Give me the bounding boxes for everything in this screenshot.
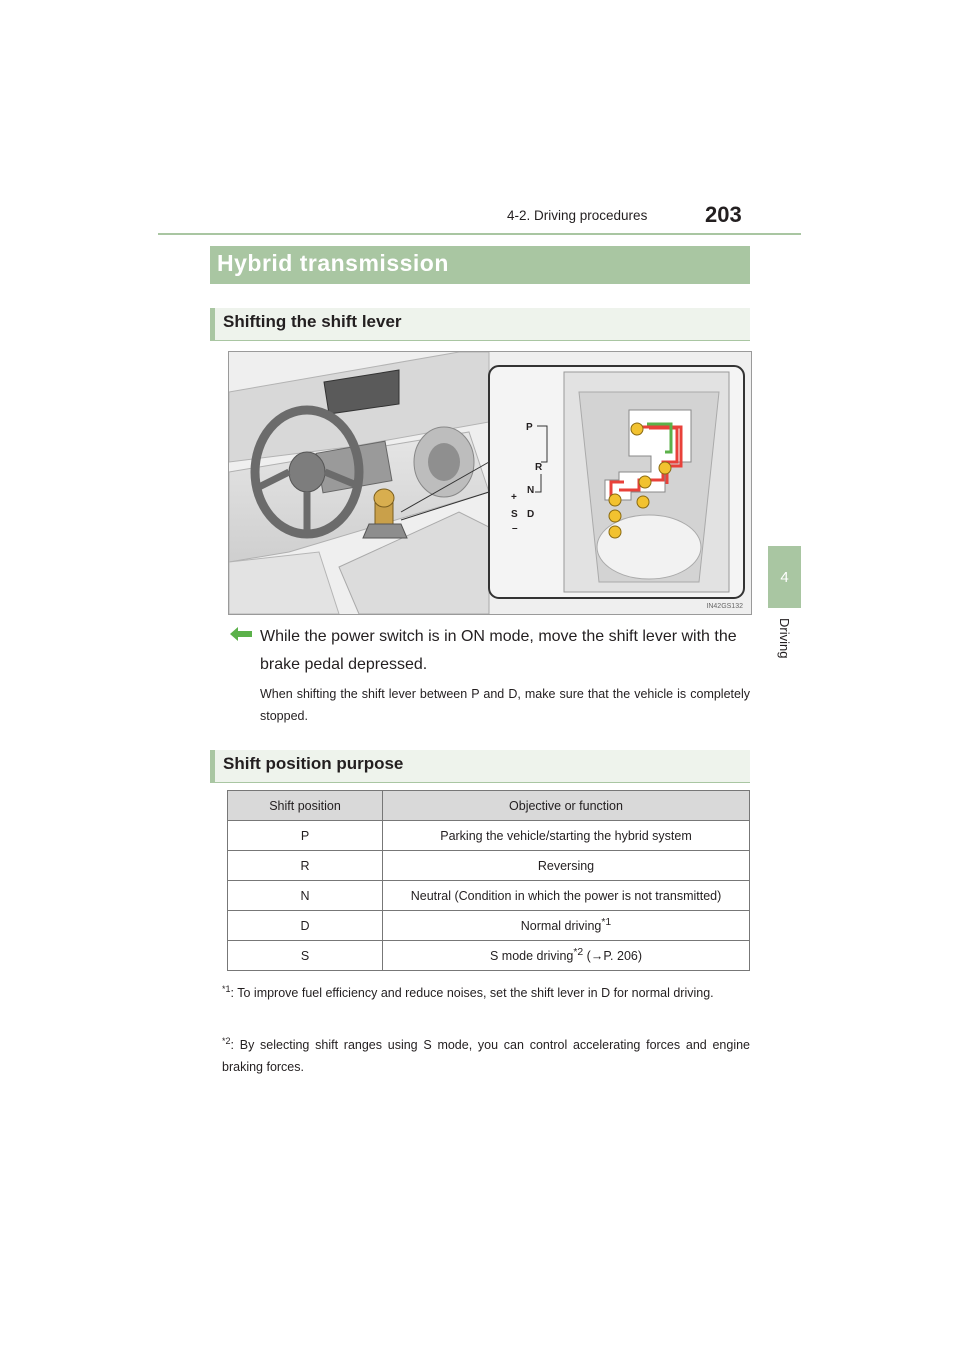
gate-label-minus: – [512, 523, 518, 534]
figure-code: IN42GS132 [706, 603, 743, 610]
chapter-tab[interactable] [768, 546, 801, 608]
function-text: Neutral (Condition in which the power is not transmitted) [410, 888, 722, 903]
header-rule [158, 233, 801, 235]
gate-label-N: N [527, 485, 535, 496]
cockpit-drawing [229, 352, 751, 614]
footnote-2 [222, 1030, 750, 1078]
gate-label-plus: + [511, 492, 517, 503]
cell-function [383, 851, 750, 881]
section-heading-text: Shifting the shift lever [223, 312, 402, 331]
footnote-mark: *1 [222, 984, 231, 994]
gate-label-R: R [535, 462, 543, 473]
footnote-text: : By selecting shift ranges using S mode, you can control accelerating forces and engine braking forces. [222, 1038, 750, 1075]
table-row [228, 941, 750, 971]
cell-position: N [228, 881, 383, 911]
chapter-label-container [772, 618, 796, 668]
table-header-row [228, 791, 750, 821]
function-text: Reversing [537, 858, 595, 873]
table-row [228, 851, 750, 881]
table-row [228, 821, 750, 851]
footnote-mark: *2 [222, 1036, 231, 1046]
instruction-text: While the power switch is in ON mode, move the shift lever with the brake pedal depressed. [260, 628, 737, 673]
cell-position: R [228, 851, 383, 881]
cell-position: P [228, 821, 383, 851]
page-number: 203 [705, 202, 742, 227]
function-text: Normal driving [520, 919, 602, 934]
section-heading-shifting [210, 308, 750, 341]
gate-label-S: S [511, 509, 518, 520]
shift-lever-illustration [228, 351, 752, 615]
chapter-label: Driving [777, 618, 792, 659]
cell-function [383, 881, 750, 911]
section-heading-text: Shift position purpose [223, 754, 404, 773]
footnote-ref[interactable]: *2 [573, 947, 584, 959]
page-reference-link[interactable]: (→P. 206) [583, 949, 643, 964]
cell-function [383, 911, 750, 941]
section-heading-purpose [210, 750, 750, 783]
chapter-number: 4 [780, 568, 789, 586]
instruction-note: When shifting the shift lever between P and D, make sure that the vehicle is completely stopped. [260, 687, 750, 723]
table-row [228, 911, 750, 941]
page-title-bar [210, 246, 750, 284]
function-text: S mode driving [489, 949, 574, 964]
table-row [228, 881, 750, 911]
green-left-arrow-icon [230, 626, 252, 642]
footnote-1 [222, 978, 750, 1004]
cell-position: S [228, 941, 383, 971]
cell-position: D [228, 911, 383, 941]
page-title: Hybrid transmission [217, 250, 449, 276]
col-header-position: Shift position [228, 791, 383, 821]
gate-label-D: D [527, 509, 535, 520]
col-header-function: Objective or function [383, 791, 750, 821]
footnote-text: : To improve fuel efficiency and reduce noises, set the shift lever in D for normal driving. [230, 986, 714, 1001]
cell-function [383, 941, 750, 971]
gate-label-P: P [526, 422, 533, 433]
function-text: Parking the vehicle/starting the hybrid system [440, 828, 692, 843]
cell-function [383, 821, 750, 851]
footnote-ref[interactable]: *1 [601, 917, 612, 929]
shift-position-table [227, 790, 750, 971]
header-section-title: 4-2. Driving procedures [507, 208, 648, 223]
